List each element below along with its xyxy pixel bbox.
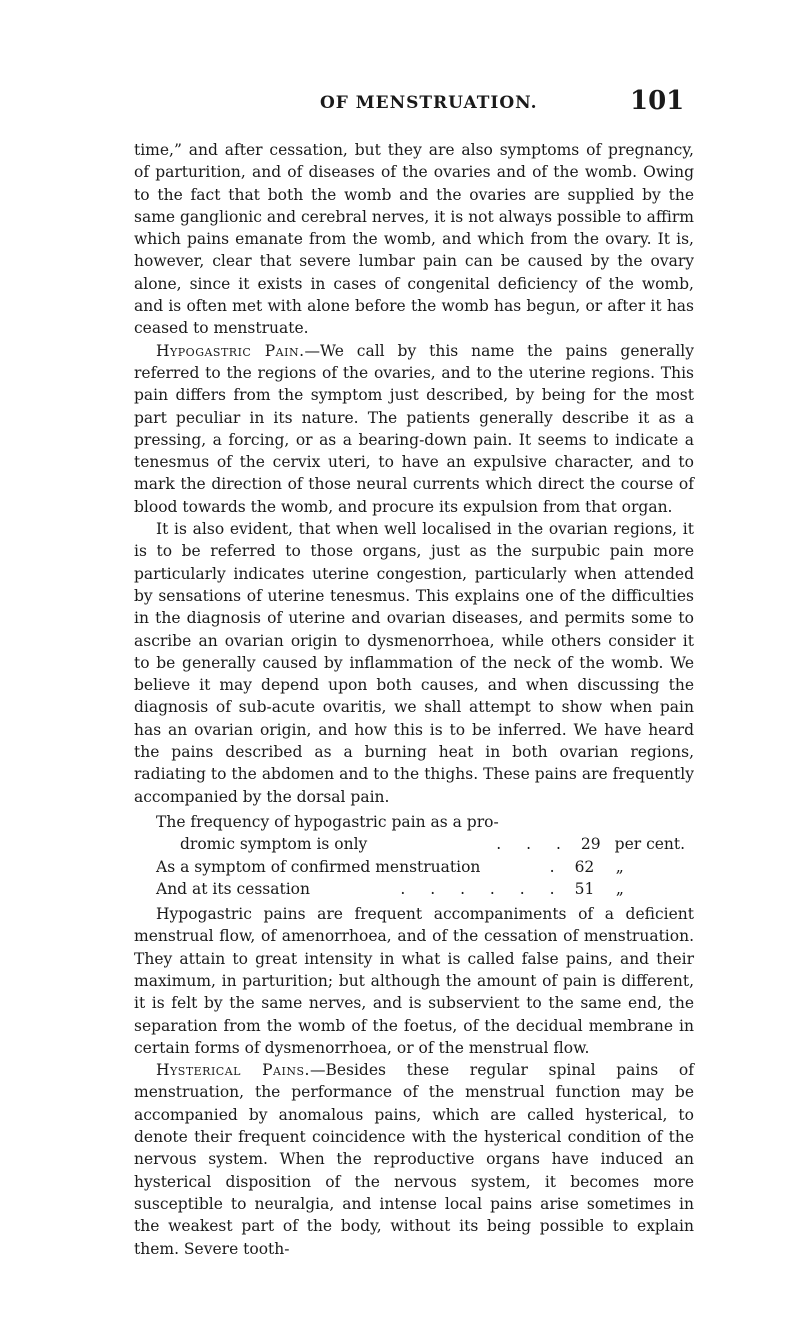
hypogastric-text: —We call by this name the pains generally referred to the regions of the ovaries, and to the uterine regions. This pain differs from the symptom just described, by being for the most part peculiar in its nature. The patients generally describe it as a pressing, a forcing, or as a bearing-down pain. It seems to indicate a tenesmus of the cervix uteri, to have an expulsive character, and to mark the direction of those neural currents which direct the course of blood towards the womb, and procure its expulsion from that organ.	[134, 341, 694, 516]
paragraph-hypogastric-pain	[134, 340, 694, 518]
hysterical-text: —Besides these regular spinal pains of menstruation, the performance of the menstrual function may be accompanied by anomalous pains, which are called hysterical, to denote their frequent coincidence with the hysterical condition of the nervous system. When the reproductive organs have induced an hysterical disposition of the nervous system, it becomes more susceptible to neuralgia, and intense local pains arise sometimes in the weakest part of the body, without its being possible to explain them. Severe tooth-	[134, 1061, 694, 1258]
leader-dots: .	[549, 857, 565, 876]
leader-dots: . . .	[496, 835, 571, 854]
frequency-label: dromic symptom is only	[180, 835, 368, 854]
frequency-row-confirmed	[134, 856, 694, 878]
paragraph-ovarian-regions: It is also evident, that when well localised in the ovarian regions, it is to be referred to those organs, just as the surpubic pain more particularly indicates uterine congestion, particularly when attended by sensations of uterine tenesmus. This explains one of the difficulties in the diagnosis of uterine and ovarian diseases, and permits some to ascribe an ovarian origin to dysmenorrhoea, while others consider it to be generally caused by inflammation of the neck of the womb. We believe it may depend upon both causes, and when discussing the diagnosis of sub-acute ovaritis, we shall attempt to show when pain has an ovarian origin, and how this is to be inferred. We have heard the pains described as a burning heat in both ovarian regions, radiating to the abdomen and to the thighs. These pains are frequently accompanied by the dorsal pain.	[134, 520, 694, 806]
frequency-table	[134, 811, 694, 900]
frequency-value: 62	[574, 857, 595, 876]
paragraph-hypogastric-accompaniments: Hypogastric pains are frequent accompaniments of a deficient menstrual flow, of amenorrhoea, and of the cessation of menstruation. They attain to great intensity in what is called false pains, and their maximum, in parturition; but although the amount of pain is different, it is felt by the same nerves, and is subservient to the same end, the separation from the womb of the foetus, of the decidual membrane in certain forms of dysmenorrhoea, or of the menstrual flow.	[134, 905, 694, 1057]
frequency-row-prodromic	[134, 833, 694, 855]
frequency-label: The frequency of hypogastric pain as a pro-	[156, 812, 499, 831]
frequency-value: 51	[574, 879, 595, 898]
frequency-value: 29	[580, 835, 601, 854]
section-heading-hysterical: Hysterical Pains.	[156, 1061, 310, 1080]
running-head: OF MENSTRUATION.	[320, 93, 538, 113]
frequency-unit: „	[615, 857, 624, 876]
paragraph-continuation: time,” and after cessation, but they are also symptoms of pregnancy, of parturition, and of diseases of the ovaries and of the womb. Owing to the fact that both the womb and the ovaries are supplied by the same ganglionic and cerebral nerves, it is not always possible to affirm which pains emanate from the womb, and which from the ovary. It is, however, clear that severe lumbar pain can be caused by the ovary alone, since it exists in cases of congenital deficiency of the womb, and is often met with alone before the womb has begun, or after it has ceased to menstruate.	[134, 141, 694, 338]
frequency-label: As a symptom of confirmed menstruation	[156, 857, 481, 876]
frequency-row-cessation	[134, 878, 694, 900]
page-number: 101	[630, 86, 685, 116]
frequency-row-heading	[134, 811, 694, 833]
frequency-label: And at its cessation	[156, 879, 310, 898]
paragraph-hysterical-pains	[134, 1059, 694, 1260]
section-heading-hypogastric: Hypogastric Pain.	[156, 341, 305, 360]
leader-dots: . . . . . .	[400, 879, 565, 898]
frequency-unit: „	[615, 879, 624, 898]
frequency-unit: per cent.	[614, 835, 686, 854]
body-text	[134, 139, 694, 1260]
